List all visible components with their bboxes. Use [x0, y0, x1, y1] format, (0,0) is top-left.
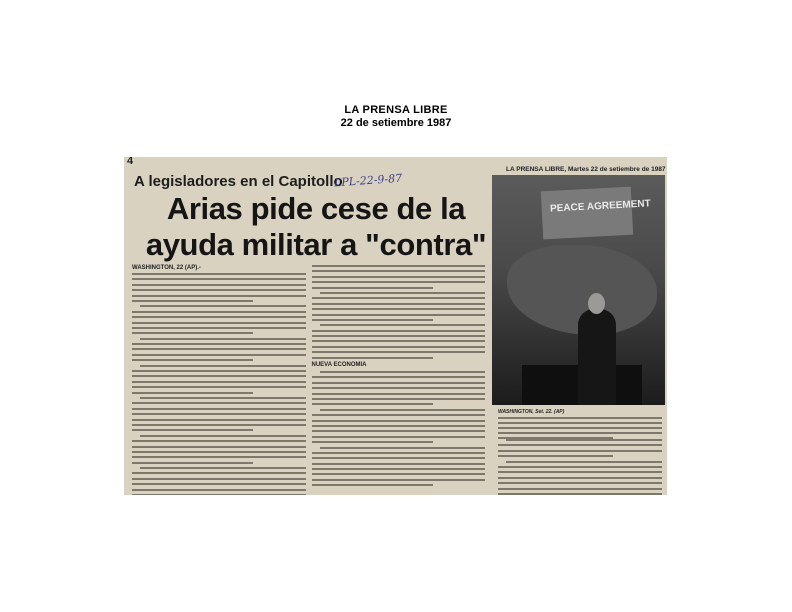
article-kicker: A legisladores en el Capitollo — [134, 173, 343, 190]
text-line — [132, 440, 306, 442]
text-line — [132, 343, 306, 345]
text-line — [132, 381, 306, 383]
text-line — [132, 295, 306, 297]
text-line — [498, 466, 662, 468]
text-line — [132, 284, 306, 286]
text-line — [132, 483, 306, 485]
text-line — [320, 447, 486, 449]
text-line — [498, 493, 662, 495]
photo-section — [490, 157, 667, 495]
text-line — [320, 371, 486, 373]
text-line — [312, 436, 486, 438]
text-line — [498, 444, 662, 446]
text-line — [312, 441, 433, 443]
article-dateline: WASHINGTON, 22 (AP).- — [132, 265, 201, 271]
text-line — [132, 478, 306, 480]
text-line — [312, 425, 486, 427]
text-line — [312, 430, 486, 432]
text-line — [312, 357, 433, 359]
handwritten-date-note: LPL-22-9-87 — [333, 171, 403, 190]
text-line — [140, 338, 306, 340]
text-line — [132, 348, 306, 350]
article-body — [132, 265, 485, 493]
text-line — [498, 482, 662, 484]
text-line — [320, 324, 486, 326]
text-line — [312, 319, 433, 321]
text-line — [132, 456, 306, 458]
text-line — [140, 305, 306, 307]
text-line — [132, 354, 306, 356]
text-line — [498, 477, 662, 479]
newspaper-clipping — [124, 157, 667, 495]
text-line — [320, 409, 486, 411]
text-line — [312, 308, 486, 310]
photo-caption-lead: WASHINGTON, Set. 22. (AP) — [498, 409, 565, 415]
text-line — [312, 265, 486, 267]
text-line — [132, 451, 306, 453]
text-line — [312, 330, 486, 332]
text-line — [132, 327, 306, 329]
text-line — [132, 289, 306, 291]
text-line — [498, 488, 662, 490]
text-line — [312, 473, 486, 475]
masthead-strip: LA PRENSA LIBRE, Martes 22 de setiembre de 1987 — [506, 166, 666, 173]
text-line — [312, 393, 486, 395]
document-caption — [0, 104, 792, 129]
text-line — [132, 462, 253, 464]
text-line — [132, 370, 306, 372]
text-line — [312, 340, 486, 342]
text-line — [312, 382, 486, 384]
text-line — [132, 322, 306, 324]
text-line — [132, 278, 306, 280]
text-line — [312, 376, 486, 378]
text-line — [320, 292, 486, 294]
speaker-figure — [578, 309, 616, 405]
text-line — [132, 413, 306, 415]
text-line — [312, 276, 486, 278]
text-line — [132, 375, 306, 377]
text-line — [312, 420, 486, 422]
article-headline — [138, 191, 494, 263]
text-line — [312, 414, 486, 416]
text-line — [132, 424, 306, 426]
text-line — [132, 359, 253, 361]
text-line — [140, 365, 306, 367]
photo-banner-text: PEACE AGREEMENT — [549, 198, 651, 215]
text-line — [132, 300, 253, 302]
text-line — [498, 432, 662, 434]
text-line — [312, 403, 433, 405]
text-line — [140, 467, 306, 469]
text-line — [312, 479, 486, 481]
text-line — [312, 335, 486, 337]
text-line — [132, 392, 253, 394]
text-line — [312, 387, 486, 389]
publication-name: LA PRENSA LIBRE — [344, 104, 448, 116]
text-line — [312, 398, 486, 400]
text-line — [140, 397, 306, 399]
text-line — [312, 351, 486, 353]
text-line — [132, 316, 306, 318]
article-column-2 — [312, 265, 486, 493]
text-line — [498, 450, 662, 452]
text-line — [132, 402, 306, 404]
text-line — [498, 455, 613, 457]
text-line — [140, 435, 306, 437]
text-line — [132, 494, 306, 495]
text-line — [498, 417, 662, 419]
text-line — [312, 297, 486, 299]
text-line — [498, 427, 662, 429]
text-line — [498, 422, 662, 424]
speaker-head — [588, 293, 605, 314]
text-line — [506, 461, 662, 463]
text-line — [506, 439, 662, 441]
text-line — [498, 471, 662, 473]
photo-caption — [498, 409, 662, 442]
text-line — [312, 457, 486, 459]
article-subhead: NUEVA ECONOMIA — [311, 362, 367, 369]
article-column-1 — [132, 265, 306, 493]
text-line — [132, 273, 306, 275]
text-line — [132, 472, 306, 474]
text-line — [312, 287, 433, 289]
text-line — [132, 489, 306, 491]
text-line — [132, 332, 253, 334]
text-line — [312, 463, 486, 465]
text-line — [312, 281, 486, 283]
headline-line-1: Arias pide cese de la — [166, 191, 466, 226]
text-line — [312, 314, 486, 316]
text-line — [312, 468, 486, 470]
text-line — [132, 419, 306, 421]
text-line — [132, 311, 306, 313]
text-line — [132, 429, 253, 431]
photo-column-text — [498, 439, 662, 495]
text-line — [132, 408, 306, 410]
text-line — [312, 303, 486, 305]
publication-date: 22 de setiembre 1987 — [340, 117, 452, 129]
text-line — [312, 346, 486, 348]
page-number: 4 — [127, 157, 134, 167]
text-line — [132, 446, 306, 448]
headline-line-2: ayuda militar a "contra" — [145, 227, 487, 262]
text-line — [312, 452, 486, 454]
news-photo — [492, 175, 665, 405]
text-line — [132, 386, 306, 388]
text-line — [312, 484, 433, 486]
text-line — [312, 270, 486, 272]
